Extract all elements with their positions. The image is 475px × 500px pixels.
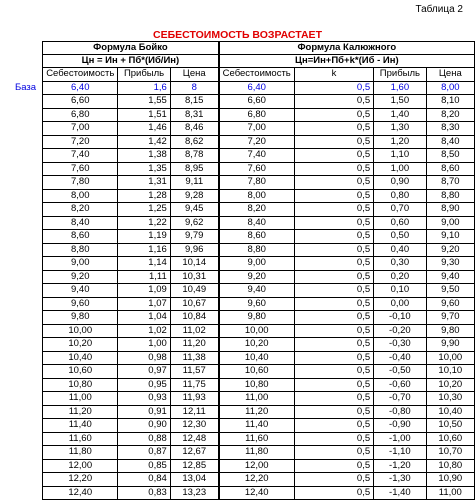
cell-cost: 11,00 (219, 392, 295, 406)
cell-k: 0,5 (294, 419, 373, 433)
base-row-label: База (15, 81, 37, 93)
cell-profit: -1,10 (374, 446, 426, 460)
cell-price: 12,85 (170, 459, 218, 473)
table-row (13, 378, 475, 392)
table-row (13, 135, 475, 149)
table-row (13, 108, 475, 122)
table-row (13, 405, 475, 419)
cell-cost: 10,00 (219, 324, 295, 338)
cell-cost: 6,60 (43, 95, 118, 109)
cell-profit: 0,80 (374, 189, 426, 203)
cell-price: 10,84 (170, 311, 218, 325)
cell-price: 9,70 (426, 311, 474, 325)
cell-price: 8,90 (426, 203, 474, 217)
cell-cost: 7,60 (43, 162, 118, 176)
cell-k: 0,5 (294, 95, 373, 109)
cell-profit: -1,40 (374, 486, 426, 500)
cell-cost: 7,40 (219, 149, 295, 163)
row-label-empty (13, 473, 43, 487)
cell-price: 8,10 (426, 95, 474, 109)
cell-k: 0,5 (294, 108, 373, 122)
column-header-row (13, 68, 475, 82)
cell-cost: 8,40 (43, 216, 118, 230)
table-row (13, 284, 475, 298)
table-row (13, 486, 475, 500)
cell-price: 9,62 (170, 216, 218, 230)
cell-cost: 8,20 (43, 203, 118, 217)
col-header-profit: Прибыль (118, 68, 170, 82)
cell-price: 8,20 (426, 108, 474, 122)
col-header-profit: Прибыль (374, 68, 426, 82)
cell-cost: 7,40 (43, 149, 118, 163)
cell-cost: 6,80 (43, 108, 118, 122)
cell-profit: 0,30 (374, 257, 426, 271)
row-label-empty (13, 135, 43, 149)
table-row (13, 432, 475, 446)
row-label-empty (13, 176, 43, 190)
cell-price: 10,31 (170, 270, 218, 284)
cell-price: 10,30 (426, 392, 474, 406)
row-label-empty (13, 270, 43, 284)
cell-cost: 11,80 (43, 446, 118, 460)
cell-price: 13,23 (170, 486, 218, 500)
cell-profit: 1,51 (118, 108, 170, 122)
row-label-empty (13, 405, 43, 419)
cell-k: 0,5 (294, 189, 373, 203)
cell-price: 9,20 (426, 243, 474, 257)
cell-price: 10,49 (170, 284, 218, 298)
cell-k: 0,5 (294, 216, 373, 230)
row-label-empty (13, 338, 43, 352)
cell-k: 0,5 (294, 176, 373, 190)
table-row (13, 297, 475, 311)
table-number-label: Таблица 2 (415, 4, 463, 15)
cell-price: 10,60 (426, 432, 474, 446)
cell-cost: 8,80 (43, 243, 118, 257)
cell-profit: 0,84 (118, 473, 170, 487)
cell-cost: 9,20 (43, 270, 118, 284)
cell-profit: 1,19 (118, 230, 170, 244)
cell-price: 11,38 (170, 351, 218, 365)
cell-price: 12,48 (170, 432, 218, 446)
cell-profit: 1,46 (118, 122, 170, 136)
table-row (13, 338, 475, 352)
cell-price: 11,57 (170, 365, 218, 379)
table-row (13, 216, 475, 230)
cell-k: 0,5 (294, 243, 373, 257)
cell-profit: 0,91 (118, 405, 170, 419)
cell-profit: -0,80 (374, 405, 426, 419)
cell-cost: 9,80 (219, 311, 295, 325)
table-row (13, 365, 475, 379)
table-row (13, 243, 475, 257)
cell-profit: -0,90 (374, 419, 426, 433)
table-row (13, 257, 475, 271)
cell-cost: 6,80 (219, 108, 295, 122)
cell-profit: 0,98 (118, 351, 170, 365)
cell-cost: 12,00 (43, 459, 118, 473)
cost-price-table (13, 41, 475, 500)
table-row (13, 446, 475, 460)
cell-price: 10,10 (426, 365, 474, 379)
cell-price: 8,46 (170, 122, 218, 136)
cell-profit: 1,04 (118, 311, 170, 325)
row-label-empty (13, 243, 43, 257)
formula-row (13, 55, 475, 68)
cell-cost: 9,60 (43, 297, 118, 311)
cell-profit: 0,97 (118, 365, 170, 379)
row-label-empty (13, 284, 43, 298)
cell-profit: -0,10 (374, 311, 426, 325)
cell-profit: 0,70 (374, 203, 426, 217)
cell-cost: 10,00 (43, 324, 118, 338)
cell-price: 8,70 (426, 176, 474, 190)
cell-profit: 0,20 (374, 270, 426, 284)
col-header-price: Цена (170, 68, 218, 82)
cell-price: 12,67 (170, 446, 218, 460)
cell-price: 8,60 (426, 162, 474, 176)
row-label-empty (13, 419, 43, 433)
cell-cost: 8,20 (219, 203, 295, 217)
cell-price: 11,00 (426, 486, 474, 500)
cell-profit: 1,35 (118, 162, 170, 176)
cell-profit: 1,00 (118, 338, 170, 352)
cell-profit: -1,30 (374, 473, 426, 487)
cell-profit: 1,55 (118, 95, 170, 109)
cell-price: 10,14 (170, 257, 218, 271)
group1-title: Формула Бойко (43, 42, 219, 55)
cell-k: 0,5 (294, 432, 373, 446)
cell-price: 9,80 (426, 324, 474, 338)
table-row (13, 419, 475, 433)
cell-cost: 9,00 (43, 257, 118, 271)
cell-profit: -1,20 (374, 459, 426, 473)
cell-profit: 0,87 (118, 446, 170, 460)
cell-cost: 9,20 (219, 270, 295, 284)
cell-price: 9,96 (170, 243, 218, 257)
cell-cost: 10,60 (219, 365, 295, 379)
cell-k: 0,5 (294, 162, 373, 176)
cell-profit: 0,83 (118, 486, 170, 500)
cell-profit: 1,40 (374, 108, 426, 122)
table-row (13, 230, 475, 244)
row-label-empty (13, 189, 43, 203)
cell-cost: 12,40 (219, 486, 295, 500)
cell-k: 0,5 (294, 149, 373, 163)
cell-price: 9,30 (426, 257, 474, 271)
cell-cost: 10,20 (219, 338, 295, 352)
table-row (13, 459, 475, 473)
cell-k: 0,5 (294, 473, 373, 487)
cell-profit: 1,22 (118, 216, 170, 230)
cell-profit: 1,25 (118, 203, 170, 217)
row-label-empty (13, 392, 43, 406)
cell-profit: -1,00 (374, 432, 426, 446)
cell-cost: 6,40 (219, 81, 295, 95)
cell-profit: 0,93 (118, 392, 170, 406)
cell-k: 0,5 (294, 81, 373, 95)
cell-profit: 0,10 (374, 284, 426, 298)
cell-price: 10,20 (426, 378, 474, 392)
cell-price: 10,90 (426, 473, 474, 487)
row-label-empty (13, 162, 43, 176)
cell-profit: -0,50 (374, 365, 426, 379)
row-label-empty (13, 446, 43, 460)
row-label-empty (13, 203, 43, 217)
row-label-empty (13, 230, 43, 244)
cell-price: 11,20 (170, 338, 218, 352)
cell-profit: 1,42 (118, 135, 170, 149)
cell-cost: 12,40 (43, 486, 118, 500)
row-label-empty (13, 95, 43, 109)
table-row (13, 176, 475, 190)
cell-cost: 8,60 (43, 230, 118, 244)
cell-price: 13,04 (170, 473, 218, 487)
cell-price: 10,40 (426, 405, 474, 419)
cell-k: 0,5 (294, 284, 373, 298)
cell-cost: 11,40 (219, 419, 295, 433)
cell-price: 9,90 (426, 338, 474, 352)
cell-profit: 0,88 (118, 432, 170, 446)
cell-price: 10,70 (426, 446, 474, 460)
cell-cost: 12,20 (43, 473, 118, 487)
cell-cost: 6,40 (43, 81, 118, 95)
cell-cost: 10,80 (43, 378, 118, 392)
cell-k: 0,5 (294, 297, 373, 311)
cell-profit: 1,28 (118, 189, 170, 203)
cell-price: 10,00 (426, 351, 474, 365)
row-label-empty (13, 108, 43, 122)
cell-price: 11,02 (170, 324, 218, 338)
cell-k: 0,5 (294, 405, 373, 419)
cell-cost: 9,40 (43, 284, 118, 298)
cell-profit: 1,11 (118, 270, 170, 284)
row-label-empty (13, 378, 43, 392)
cell-cost: 7,80 (43, 176, 118, 190)
row-label-empty (13, 365, 43, 379)
row-label-empty (13, 324, 43, 338)
table-row (13, 270, 475, 284)
cell-price: 9,00 (426, 216, 474, 230)
table-row (13, 95, 475, 109)
cell-price: 10,67 (170, 297, 218, 311)
cell-profit: 1,50 (374, 95, 426, 109)
cell-price: 9,11 (170, 176, 218, 190)
cell-profit: 1,02 (118, 324, 170, 338)
cell-cost: 9,00 (219, 257, 295, 271)
cell-price: 8,31 (170, 108, 218, 122)
cell-cost: 11,00 (43, 392, 118, 406)
table-title: СЕБЕСТОИМОСТЬ ВОЗРАСТАЕТ (153, 29, 322, 41)
row-label-empty (13, 311, 43, 325)
cell-k: 0,5 (294, 378, 373, 392)
cell-k: 0,5 (294, 392, 373, 406)
cell-profit: -0,30 (374, 338, 426, 352)
cell-profit: 1,07 (118, 297, 170, 311)
cell-price: 10,80 (426, 459, 474, 473)
cell-profit: 1,6 (118, 81, 170, 95)
cell-k: 0,5 (294, 446, 373, 460)
cell-price: 12,11 (170, 405, 218, 419)
col-header-k: k (294, 68, 373, 82)
cell-profit: 0,90 (374, 176, 426, 190)
cell-price: 8,50 (426, 149, 474, 163)
cell-cost: 6,60 (219, 95, 295, 109)
cell-profit: 1,09 (118, 284, 170, 298)
cell-price: 9,10 (426, 230, 474, 244)
cell-profit: -0,70 (374, 392, 426, 406)
table-row (13, 81, 475, 95)
group2-formula: Цн=Ин+Пб+k*(Иб - Ин) (219, 55, 475, 68)
cell-profit: 1,10 (374, 149, 426, 163)
cell-k: 0,5 (294, 486, 373, 500)
cell-cost: 7,80 (219, 176, 295, 190)
cell-k: 0,5 (294, 324, 373, 338)
cell-profit: 1,20 (374, 135, 426, 149)
cell-cost: 7,20 (219, 135, 295, 149)
cell-price: 9,40 (426, 270, 474, 284)
table-row (13, 311, 475, 325)
table-row (13, 189, 475, 203)
cell-cost: 9,40 (219, 284, 295, 298)
cell-profit: -0,40 (374, 351, 426, 365)
cell-profit: 1,38 (118, 149, 170, 163)
cell-k: 0,5 (294, 365, 373, 379)
table-row (13, 324, 475, 338)
col-header-price: Цена (426, 68, 474, 82)
cell-price: 8,30 (426, 122, 474, 136)
cell-cost: 10,80 (219, 378, 295, 392)
table-row (13, 203, 475, 217)
cell-cost: 12,20 (219, 473, 295, 487)
cell-profit: 1,60 (374, 81, 426, 95)
cell-k: 0,5 (294, 270, 373, 284)
col-header-cost: Себестоимость (219, 68, 295, 82)
cell-cost: 7,00 (219, 122, 295, 136)
cell-cost: 10,40 (43, 351, 118, 365)
cell-k: 0,5 (294, 230, 373, 244)
cell-profit: 0,85 (118, 459, 170, 473)
cell-profit: 1,31 (118, 176, 170, 190)
cell-profit: 0,90 (118, 419, 170, 433)
row-label-empty (13, 216, 43, 230)
cell-cost: 8,00 (43, 189, 118, 203)
cell-cost: 10,40 (219, 351, 295, 365)
cell-profit: 1,16 (118, 243, 170, 257)
cell-price: 8 (170, 81, 218, 95)
table-row (13, 122, 475, 136)
cell-price: 8,40 (426, 135, 474, 149)
cell-price: 9,60 (426, 297, 474, 311)
group2-title: Формула Калюжного (219, 42, 475, 55)
cell-k: 0,5 (294, 203, 373, 217)
group-title-row (13, 42, 475, 55)
cell-cost: 9,60 (219, 297, 295, 311)
cell-profit: 0,40 (374, 243, 426, 257)
row-label-empty (13, 122, 43, 136)
cell-cost: 9,80 (43, 311, 118, 325)
cell-cost: 8,40 (219, 216, 295, 230)
table-row (13, 473, 475, 487)
cell-price: 11,75 (170, 378, 218, 392)
cell-cost: 7,20 (43, 135, 118, 149)
cell-price: 9,79 (170, 230, 218, 244)
cell-cost: 11,80 (219, 446, 295, 460)
cell-profit: 1,14 (118, 257, 170, 271)
table-row (13, 162, 475, 176)
cell-cost: 11,40 (43, 419, 118, 433)
cell-cost: 8,80 (219, 243, 295, 257)
col-header-cost: Себестоимость (43, 68, 118, 82)
group1-formula: Цн = Ин + Пб*(Иб/Ин) (43, 55, 219, 68)
cell-price: 8,78 (170, 149, 218, 163)
cell-k: 0,5 (294, 135, 373, 149)
table-row (13, 351, 475, 365)
row-label-empty (13, 432, 43, 446)
table-row (13, 392, 475, 406)
cell-price: 12,30 (170, 419, 218, 433)
cell-profit: -0,60 (374, 378, 426, 392)
cell-profit: 0,50 (374, 230, 426, 244)
row-label-empty (13, 486, 43, 500)
table-row (13, 149, 475, 163)
cell-price: 8,95 (170, 162, 218, 176)
cell-profit: 0,95 (118, 378, 170, 392)
cell-price: 9,45 (170, 203, 218, 217)
cell-cost: 10,20 (43, 338, 118, 352)
cell-cost: 8,60 (219, 230, 295, 244)
cell-cost: 11,60 (43, 432, 118, 446)
row-label-empty (13, 297, 43, 311)
row-label-empty (13, 149, 43, 163)
cell-cost: 11,60 (219, 432, 295, 446)
cell-k: 0,5 (294, 311, 373, 325)
cell-profit: 1,00 (374, 162, 426, 176)
cell-k: 0,5 (294, 351, 373, 365)
cell-price: 8,15 (170, 95, 218, 109)
cell-cost: 12,00 (219, 459, 295, 473)
row-label-empty (13, 351, 43, 365)
cell-price: 8,00 (426, 81, 474, 95)
cell-cost: 8,00 (219, 189, 295, 203)
cell-price: 11,93 (170, 392, 218, 406)
cell-profit: 0,60 (374, 216, 426, 230)
cell-price: 9,50 (426, 284, 474, 298)
cell-profit: 1,30 (374, 122, 426, 136)
row-label-empty (13, 459, 43, 473)
cell-price: 10,50 (426, 419, 474, 433)
cell-profit: 0,00 (374, 297, 426, 311)
cell-cost: 7,60 (219, 162, 295, 176)
cell-cost: 11,20 (219, 405, 295, 419)
row-label-empty (13, 257, 43, 271)
cell-price: 8,80 (426, 189, 474, 203)
cell-price: 8,62 (170, 135, 218, 149)
cell-profit: -0,20 (374, 324, 426, 338)
cell-k: 0,5 (294, 122, 373, 136)
cell-k: 0,5 (294, 459, 373, 473)
cell-cost: 10,60 (43, 365, 118, 379)
cell-cost: 7,00 (43, 122, 118, 136)
cell-cost: 11,20 (43, 405, 118, 419)
cell-k: 0,5 (294, 338, 373, 352)
cell-price: 9,28 (170, 189, 218, 203)
cell-k: 0,5 (294, 257, 373, 271)
